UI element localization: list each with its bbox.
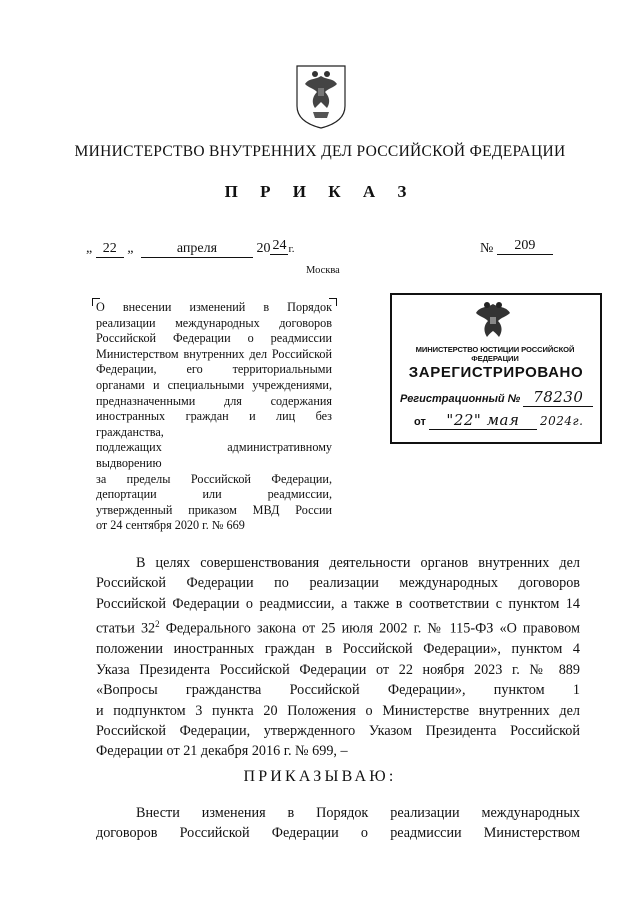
body-line: Российской Федерации, утвержденного Указом Президента Российской [96, 722, 580, 739]
article-superscript: 2 [155, 619, 160, 630]
order-directive-heading: ПРИКАЗЫВАЮ: [243, 768, 397, 785]
stamp-emblem-icon [470, 300, 516, 344]
stamp-date-row [414, 411, 583, 430]
stamp-registration-number-row [400, 388, 593, 407]
date-open-quote: „ [86, 241, 93, 256]
stamp-reg-date: "22" мая [429, 411, 537, 430]
document-type-title: П Р И К А З [224, 182, 416, 201]
stamp-reg-label: Регистрационный № [400, 393, 521, 405]
subject-line: депортации или реадмиссии, [96, 487, 332, 502]
body-line: Российской Федерации о реадмиссии, а также в соответствии с пунктом 14 [96, 595, 580, 612]
subject-line: подлежащих административному выдворению [96, 440, 332, 470]
order-number: 209 [497, 238, 553, 255]
date-year-abbr: г. [288, 243, 295, 255]
subject-line: Федерации, его территориальными [96, 362, 332, 377]
body-line: Российской Федерации по реализации международных договоров [96, 575, 580, 592]
body-line: положении иностранных граждан в Российской Федерации», пунктом 4 [96, 641, 580, 658]
body-line: и подпунктом 3 пункта 20 Положения о Министерстве внутренних дел [96, 702, 580, 719]
subject-line: утвержденный приказом МВД России [96, 502, 332, 517]
stamp-ministry-name: МИНИСТЕРСТВО ЮСТИЦИИ РОССИЙСКОЙ ФЕДЕРАЦИИ [415, 345, 575, 363]
body-line: Указа Президента Российской Федерации от 22 ноября 2023 г. № 889 [96, 661, 580, 678]
date-year-suffix: 24 [272, 238, 287, 253]
subject-line: Российской Федерации о реадмиссии [96, 331, 332, 346]
stamp-reg-number: 78230 [523, 388, 593, 407]
stamp-registered-label: ЗАРЕГИСТРИРОВАНО [408, 364, 584, 381]
subject-line: реализации международных договоров [96, 315, 332, 330]
date-month: апреля [141, 241, 253, 258]
subject-line: Министерством внутренних дел Российской [96, 346, 332, 361]
date-year-prefix: 20 [256, 241, 271, 256]
body-line: Федерации от 21 декабря 2016 г. № 699, – [96, 743, 348, 760]
date-close-quote: „ [127, 241, 134, 256]
date-day: 22 [96, 241, 124, 258]
directive-line: договоров Российской Федерации о реадмиссии Министерством [96, 825, 580, 842]
body-line: «Вопросы гражданства Российской Федерации», пунктом 1 [96, 682, 580, 699]
body-line-with-superscript [96, 614, 580, 639]
stamp-reg-year: 2024г. [539, 414, 584, 428]
body-line-start: статьи 32 [96, 620, 156, 637]
subject-line: О внесении изменений в Порядок [96, 300, 332, 314]
subject-line: за пределы Российской Федерации, [96, 471, 332, 486]
directive-line: Внести изменения в Порядок реализации международных [136, 805, 580, 821]
coat-of-arms-emblem [293, 62, 349, 130]
subject-line: от 24 сентября 2020 г. № 669 [96, 518, 245, 533]
order-number-field [480, 238, 553, 257]
directive-paragraph [96, 803, 580, 844]
order-subject [96, 300, 332, 534]
preamble-paragraph [96, 553, 580, 762]
number-sign: № [480, 241, 494, 256]
subject-line: иностранных граждан и лиц без гражданства, [96, 409, 332, 439]
body-line: В целях совершенствования деятельности органов внутренних дел [136, 555, 580, 571]
date-field [86, 238, 294, 258]
body-line-rest: Федерального закона от 25 июля 2002 г. № 115-ФЗ «О правовом [159, 620, 580, 637]
stamp-from-label: от [414, 416, 426, 428]
ministry-name: МИНИСТЕРСТВО ВНУТРЕННИХ ДЕЛ РОССИЙСКОЙ ФЕДЕРАЦИИ [74, 143, 566, 160]
subject-line: предназначенными для содержания [96, 393, 332, 408]
city-label: Москва [306, 265, 340, 276]
subject-line: органами и специальными учреждениями, [96, 377, 332, 392]
